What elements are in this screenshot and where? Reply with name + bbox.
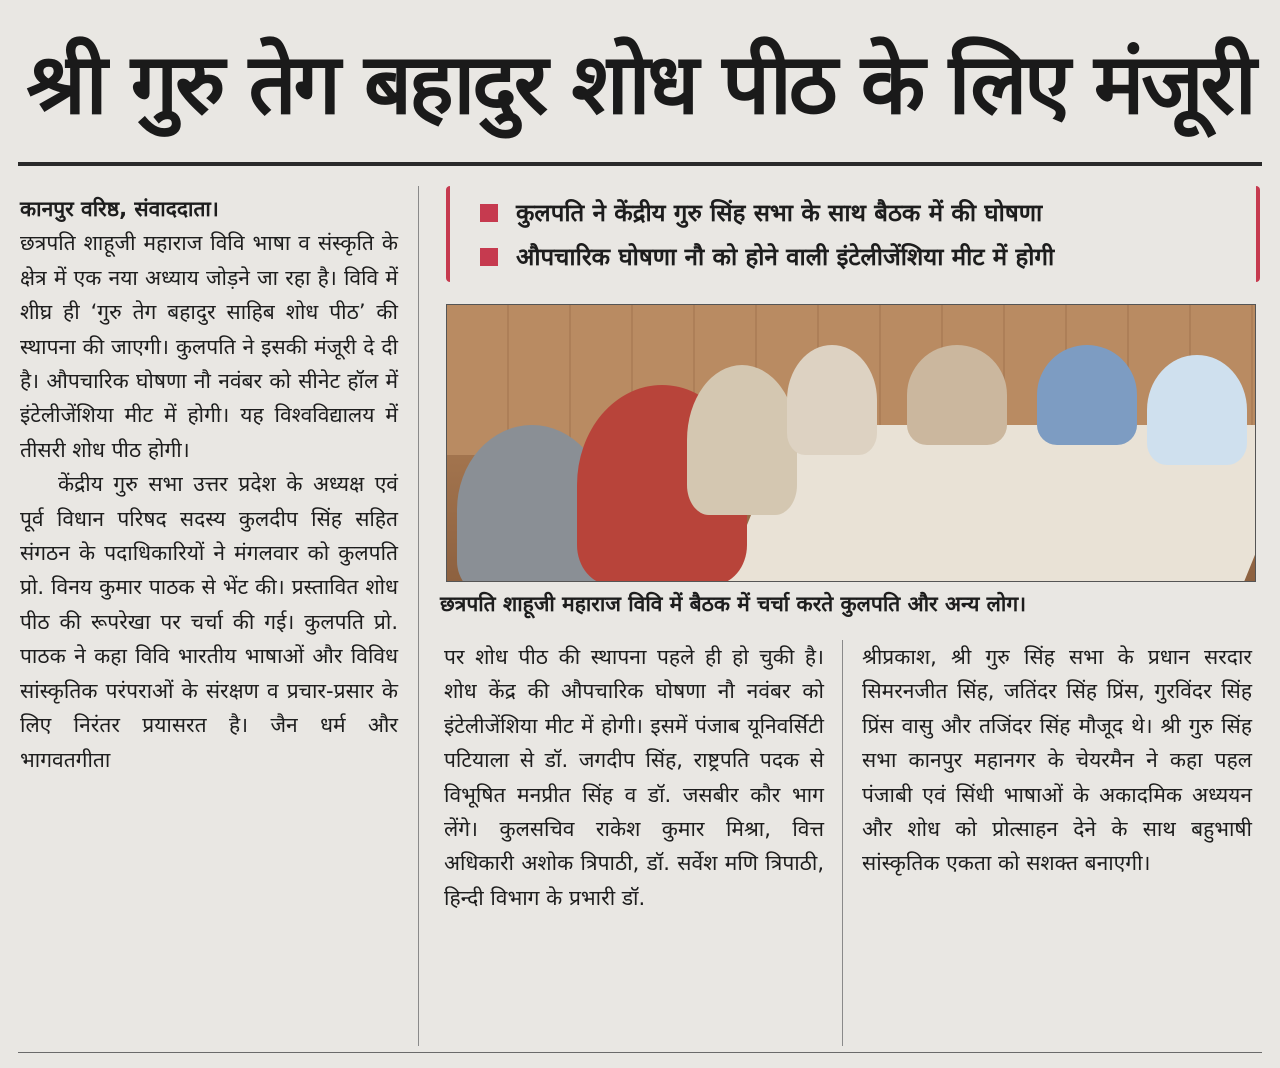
- column-1: [20, 192, 398, 777]
- highlight-text: कुलपति ने केंद्रीय गुरु सिंह सभा के साथ बैठक में की घोषणा: [516, 199, 1043, 227]
- photo-person: [1037, 345, 1137, 445]
- highlight-item: [480, 196, 1042, 229]
- bullet-square-icon: [480, 248, 498, 266]
- photo-person: [907, 345, 1007, 445]
- photo-person: [1147, 355, 1247, 465]
- headline-rule: [18, 162, 1262, 166]
- column-2-paragraph: पर शोध पीठ की स्थापना पहले ही हो चुकी है। शोध केंद्र की औपचारिक घोषणा नौ नवंबर को इंटेलीजेंशिया मीट में होगी। इसमें पंजाब यूनिवर्सिटी पटियाला से डॉ. जगदीप सिंह, राष्ट्रपति पदक से विभूषित मनप्रीत सिंह व डॉ. जसबीर कौर भाग लेंगे। कुलसचिव राकेश कुमार मिश्रा, वित्त अधिकारी अशोक त्रिपाठी, डॉ. सर्वेश मणि त्रिपाठी, हिन्दी विभाग के प्रभारी डॉ.: [444, 645, 824, 910]
- highlight-text: औपचारिक घोषणा नौ को होने वाली इंटेलीजेंशिया मीट में होगी: [516, 243, 1055, 271]
- highlights-box: [446, 186, 1260, 282]
- photo-person: [687, 365, 797, 515]
- photo-caption: छत्रपति शाहूजी महाराज विवि में बैठक में चर्चा करते कुलपति और अन्य लोग।: [440, 592, 1027, 616]
- column-3: [862, 640, 1252, 881]
- bottom-rule: [18, 1052, 1262, 1053]
- column-1-paragraph-2: केंद्रीय गुरु सभा उत्तर प्रदेश के अध्यक्ष एवं पूर्व विधान परिषद सदस्य कुलदीप सिंह सहित संगठन के पदाधिकारियों ने मंगलवार को कुलपति प्रो. विनय कुमार पाठक से भेंट की। प्रस्तावित शोध पीठ की रूपरेखा पर चर्चा की गई। कुलपति प्रो. पाठक ने कहा विवि भारतीय भाषाओं और विविध सांस्कृतिक परंपराओं के संरक्षण व प्रचार-प्रसार के लिए निरंतर प्रयासरत है। जैन धर्म और भागवतगीता: [20, 472, 398, 772]
- dateline: कानपुर वरिष्ठ, संवाददाता।: [20, 197, 219, 221]
- column-2: [444, 640, 824, 915]
- column-1-paragraph-1: छत्रपति शाहूजी महाराज विवि भाषा व संस्कृति के क्षेत्र में एक नया अध्याय जोड़ने जा रहा है। विवि में शीघ्र ही ‘गुरु तेग बहादुर साहिब शोध पीठ’ की स्थापना की जाएगी। कुलपति ने इसकी मंजूरी दे दी है। औपचारिक घोषणा नौ नवंबर को सीनेट हॉल में इंटेलीजेंशिया मीट में होगी। यह विश्वविद्यालय में तीसरी शोध पीठ होगी।: [20, 231, 398, 462]
- photo-person: [787, 345, 877, 455]
- bullet-square-icon: [480, 204, 498, 222]
- highlight-item: [480, 240, 1054, 273]
- column-3-paragraph: श्रीप्रकाश, श्री गुरु सिंह सभा के प्रधान सरदार सिमरनजीत सिंह, जतिंदर सिंह प्रिंस, गुरविंदर सिंह प्रिंस वासु और तजिंदर सिंह मौजूद थे। श्री गुरु सिंह सभा कानपुर महानगर के चेयरमैन ने कहा पहल पंजाबी एवं सिंधी भाषाओं के अकादमिक अध्ययन और शोध को प्रोत्साहन देने के साथ बहुभाषी सांस्कृतिक एकता को सशक्त बनाएगी।: [862, 645, 1252, 876]
- column-divider-1: [418, 186, 419, 1046]
- meeting-photo: [446, 304, 1256, 582]
- column-divider-2: [842, 640, 843, 1046]
- headline: श्री गुरु तेग बहादुर शोध पीठ के लिए मंजूरी: [26, 35, 1254, 133]
